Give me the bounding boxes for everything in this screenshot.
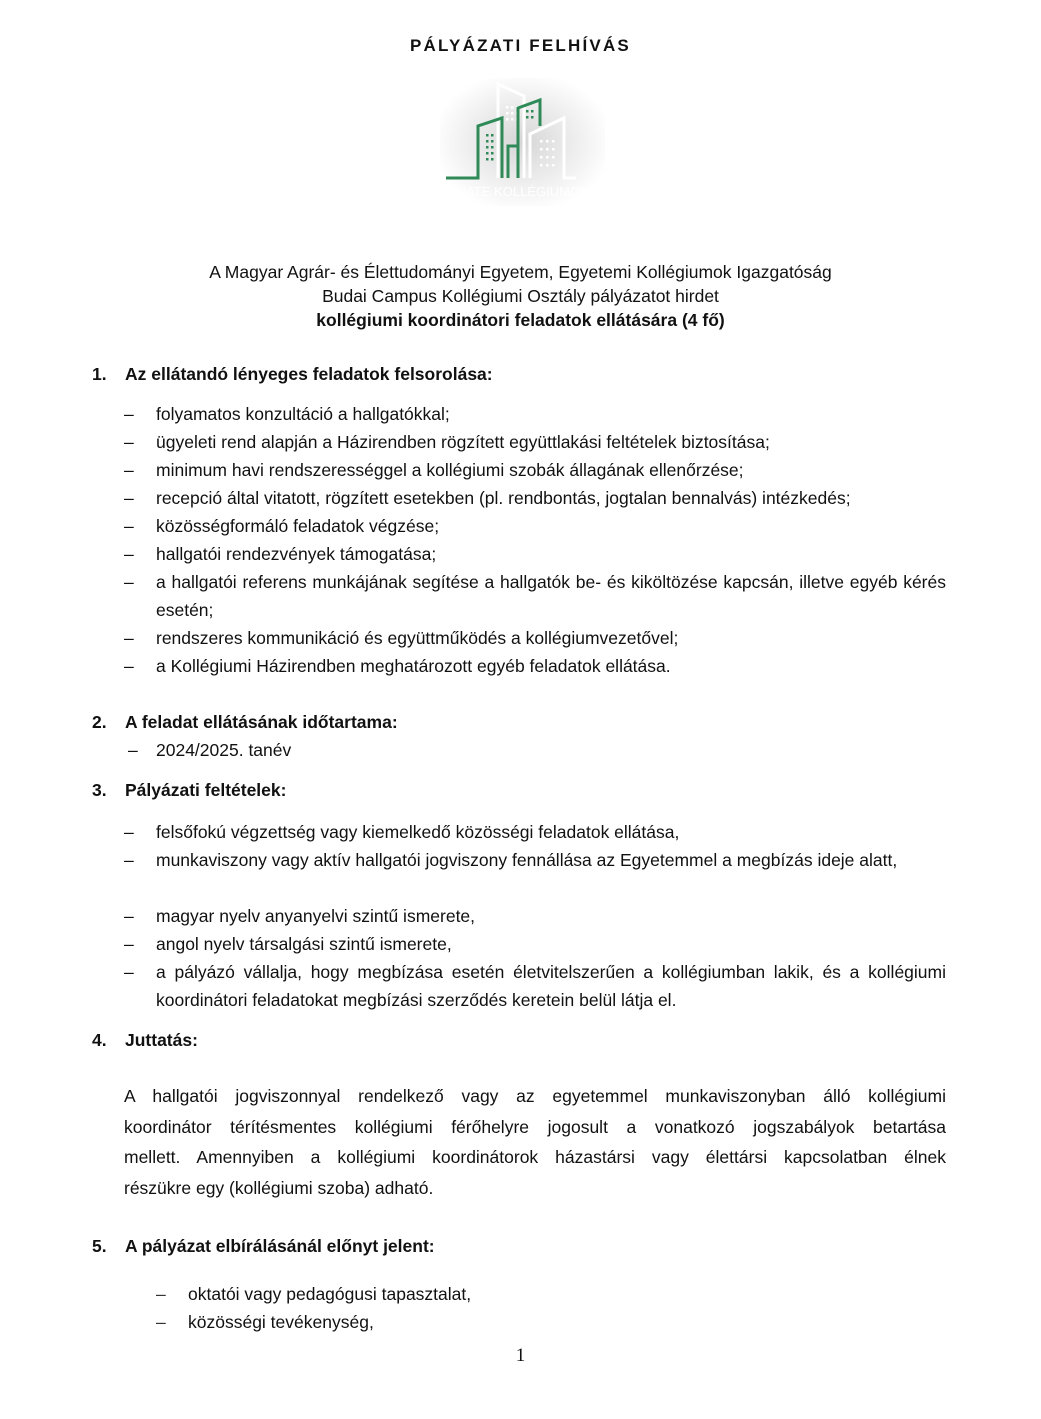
- list-item: – rendszeres kommunikáció és együttműködés a kollégiumvezetővel;: [124, 624, 946, 652]
- page-number: 1: [515, 1345, 526, 1366]
- dash-bullet-icon: –: [156, 1284, 166, 1304]
- dash-bullet-icon: –: [124, 822, 134, 842]
- dash-bullet-icon: –: [128, 740, 138, 760]
- dash-bullet-icon: –: [156, 1312, 166, 1332]
- section-title: A feladat ellátásának időtartama:: [125, 712, 398, 732]
- list-item: – magyar nyelv anyanyelvi szintű ismerete,: [124, 902, 946, 930]
- dash-bullet-icon: –: [124, 906, 134, 926]
- page-title: PÁLYÁZATI FELHÍVÁS: [410, 36, 631, 55]
- list-item: – a pályázó vállalja, hogy megbízása esetén életvitelszerűen a kollégiumban lakik, és a kollégiumi koordinátori feladatokat megbízási szerződés keretein belül látja el.: [124, 958, 946, 1014]
- section-title: Pályázati feltételek:: [125, 780, 287, 800]
- dash-bullet-icon: –: [124, 488, 134, 508]
- list-item: – 2024/2025. tanév: [128, 736, 950, 764]
- benefit-paragraph: A hallgatói jogviszonnyal rendelkező vagy az egyetemmel munkaviszonyban álló kollégiumi koordinátor térítésmentes kollégiumi férőhelyre jogosult a vonatkozó jogszabályok betartása mellett. Amennyiben a kollégiumi koordinátorok házastársi vagy élettársi kapcsolatban élnek részükre egy (kollégiumi szoba) adható.: [124, 1086, 946, 1198]
- list-item: – közösségi tevékenység,: [156, 1308, 374, 1336]
- dash-bullet-icon: –: [124, 850, 134, 870]
- section-title: A pályázat elbírálásánál előnyt jelent:: [125, 1236, 435, 1256]
- dash-bullet-icon: –: [124, 656, 134, 676]
- list-item: – minimum havi rendszerességgel a kollégiumi szobák állagának ellenőrzése;: [124, 456, 946, 484]
- list-item: – a Kollégiumi Házirendben meghatározott egyéb feladatok ellátása.: [124, 652, 946, 680]
- list-item: – angol nyelv társalgási szintű ismerete,: [124, 930, 946, 958]
- list-item: – folyamatos konzultáció a hallgatókkal;: [124, 400, 946, 428]
- section-number: 1.: [92, 364, 107, 384]
- list-item: – közösségformáló feladatok végzése;: [124, 512, 946, 540]
- dash-bullet-icon: –: [124, 516, 134, 536]
- intro-line-3: kollégiumi koordinátori feladatok ellátására (4 fő): [316, 310, 725, 330]
- logo-text: MATE KOLLÉGIUMOK: [455, 184, 589, 199]
- section-title: Juttatás:: [125, 1030, 198, 1050]
- intro-line-1: A Magyar Agrár- és Élettudományi Egyetem, Egyetemi Kollégiumok Igazgatóság: [209, 262, 832, 282]
- section-number: 3.: [92, 780, 107, 800]
- section-4-heading: [92, 1030, 198, 1051]
- dash-bullet-icon: –: [124, 432, 134, 452]
- mate-kollegiumok-logo: [440, 78, 605, 206]
- dash-bullet-icon: –: [124, 962, 134, 982]
- list-item: – recepció által vitatott, rögzített esetekben (pl. rendbontás, jogtalan bennalvás) intézkedés;: [124, 484, 946, 512]
- dash-bullet-icon: –: [124, 934, 134, 954]
- section-title: Az ellátandó lényeges feladatok felsorolása:: [125, 364, 493, 384]
- dash-bullet-icon: –: [124, 628, 134, 648]
- list-item: – felsőfokú végzettség vagy kiemelkedő közösségi feladatok ellátása,: [124, 818, 946, 846]
- list-item: – hallgatói rendezvények támogatása;: [124, 540, 946, 568]
- section-number: 5.: [92, 1236, 107, 1256]
- dash-bullet-icon: –: [124, 572, 134, 592]
- section-1-heading: [92, 364, 493, 385]
- intro-line-2: Budai Campus Kollégiumi Osztály pályázatot hirdet: [322, 286, 719, 306]
- section-5-heading: [92, 1236, 435, 1257]
- list-item: – ügyeleti rend alapján a Házirendben rögzített együttlakási feltételek biztosítása;: [124, 428, 946, 456]
- dash-bullet-icon: –: [124, 404, 134, 424]
- buildings-logo-icon: [440, 78, 605, 206]
- list-item: – munkaviszony vagy aktív hallgatói jogviszony fennállása az Egyetemmel a megbízás ideje alatt,: [124, 846, 946, 874]
- list-item: – a hallgatói referens munkájának segítése a hallgatók be- és kiköltözése kapcsán, illetve egyéb kérés esetén;: [124, 568, 946, 624]
- dash-bullet-icon: –: [124, 544, 134, 564]
- dash-bullet-icon: –: [124, 460, 134, 480]
- section-number: 2.: [92, 712, 107, 732]
- list-item: – oktatói vagy pedagógusi tapasztalat,: [156, 1280, 471, 1308]
- intro-block: [0, 260, 1041, 332]
- section-2-heading: [92, 712, 398, 733]
- section-3-heading: [92, 780, 286, 801]
- section-number: 4.: [92, 1030, 107, 1050]
